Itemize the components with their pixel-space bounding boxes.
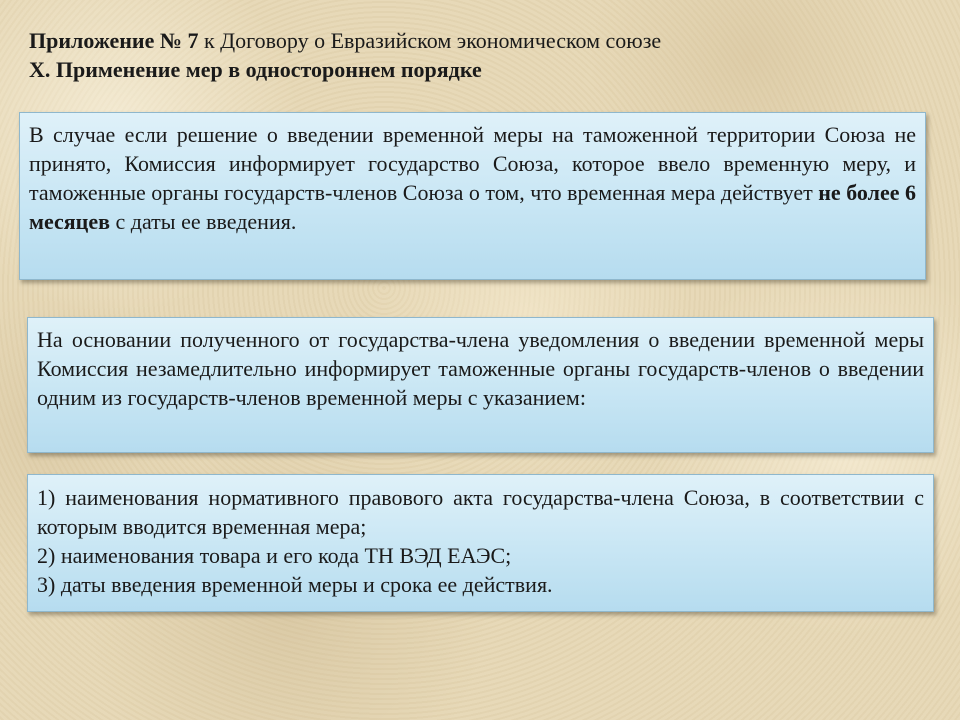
appendix-number: Приложение № 7	[29, 28, 199, 53]
section-title	[29, 55, 929, 84]
list-item: 3) даты введения временной меры и срока ее действия.	[37, 572, 553, 597]
paragraph-notification: На основании полученного от государства-члена уведомления о введении временной меры Комиссия незамедлительно информирует таможенные органы государств-членов о введении одним из государств-членов временной меры с указанием:	[37, 327, 924, 410]
list-item: 1) наименования нормативного правового акта государства-члена Союза, в соответствии с которым вводится временная мера;	[37, 485, 924, 539]
paragraph-temporary-measure	[29, 120, 916, 236]
duration-highlight: не более 6 месяцев	[29, 180, 916, 234]
header-line-1	[29, 26, 929, 55]
paragraph-text-before: В случае если решение о введении временной меры на таможенной территории Союза не принято, Комиссия информирует государство Союза, которое ввело временную меру, и таможенные органы государств-членов Союза о том, что временная мера действует	[29, 122, 916, 205]
list-item: 2) наименования товара и его кода ТН ВЭД ЕАЭС;	[37, 543, 512, 568]
section-title-text: X. Применение мер в одностороннем порядке	[29, 57, 482, 82]
paragraph-text-after: с даты ее введения.	[110, 209, 297, 234]
treaty-title: к Договору о Евразийском экономическом союзе	[198, 28, 662, 53]
slide-header	[29, 26, 929, 84]
info-box-temporary-measure	[19, 112, 926, 280]
info-box-notification	[27, 317, 934, 453]
info-box-required-details	[27, 474, 934, 612]
